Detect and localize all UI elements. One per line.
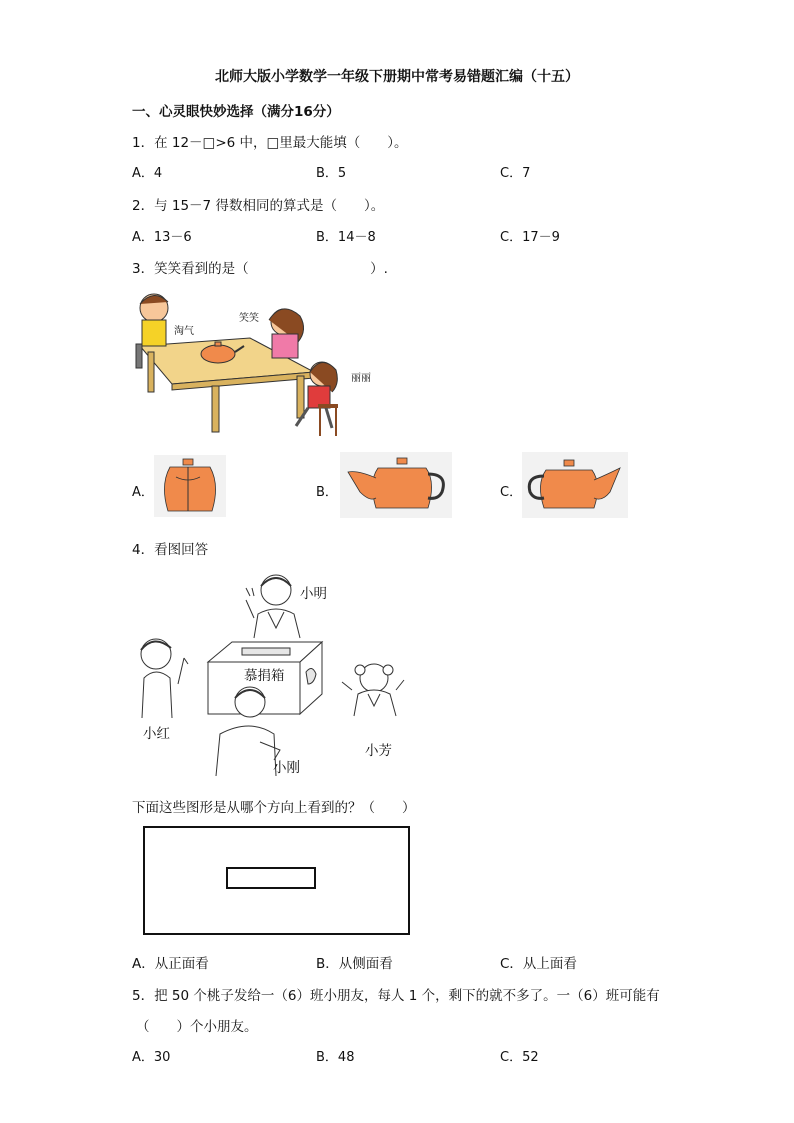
page-title: 北师大版小学数学一年级下册期中常考易错题汇编（十五）	[215, 69, 579, 85]
label-xiaohong: 小红	[143, 726, 170, 742]
view-rectangle-figure	[143, 826, 411, 936]
label-taoqi: 淘气	[174, 326, 194, 337]
section-heading: 一、心灵眼快妙选择（满分16分）	[132, 104, 340, 120]
label-xiaogang: 小刚	[273, 760, 300, 776]
question-1-stem: 1．在 12－□>6 中，□里最大能填（ ）。	[132, 135, 408, 151]
label-xiaoming: 小明	[300, 586, 327, 602]
teapot-side-view-b	[340, 452, 452, 518]
q5-option-a[interactable]: A．30	[132, 1050, 171, 1065]
q5-option-b[interactable]: B．48	[316, 1050, 355, 1065]
q4-option-a[interactable]: A．从正面看	[132, 956, 209, 972]
label-xiaoxiao: 笑笑	[239, 313, 259, 324]
question-5-stem-line1: 5．把 50 个桃子发给一（6）班小朋友，每人 1 个，剩下的就不多了。一（6）班可能有	[132, 988, 660, 1004]
q2-option-c[interactable]: C．17－9	[500, 230, 560, 245]
question-4-stem: 4．看图回答	[132, 542, 209, 558]
q1-option-b[interactable]: B．5	[316, 166, 347, 181]
q4-option-c[interactable]: C．从上面看	[500, 956, 577, 972]
q3-option-a[interactable]: A．	[132, 485, 154, 500]
q1-option-a[interactable]: A．4	[132, 166, 163, 181]
q1-option-c[interactable]: C．7	[500, 166, 531, 181]
question-5-stem-line2: （ ）个小朋友。	[136, 1019, 258, 1035]
q3-option-c[interactable]: C．	[500, 485, 523, 500]
q5-option-c[interactable]: C．52	[500, 1050, 539, 1065]
teapot-side-view-c	[522, 452, 628, 518]
label-donation-box: 慕捐箱	[244, 668, 285, 684]
label-lili: 丽丽	[351, 373, 371, 384]
question-3-stem: 3．笑笑看到的是（ ）.	[132, 261, 388, 277]
label-xiaofang: 小芳	[365, 743, 392, 759]
q3-option-b[interactable]: B．	[316, 485, 338, 500]
question-4-prompt: 下面这些图形是从哪个方向上看到的？（ ）	[132, 800, 416, 816]
q2-option-a[interactable]: A．13－6	[132, 230, 192, 245]
q4-option-b[interactable]: B．从侧面看	[316, 956, 393, 972]
question-2-stem: 2．与 15－7 得数相同的算式是（ ）。	[132, 198, 385, 214]
teapot-front-view-a	[154, 455, 226, 517]
q2-option-b[interactable]: B．14－8	[316, 230, 376, 245]
